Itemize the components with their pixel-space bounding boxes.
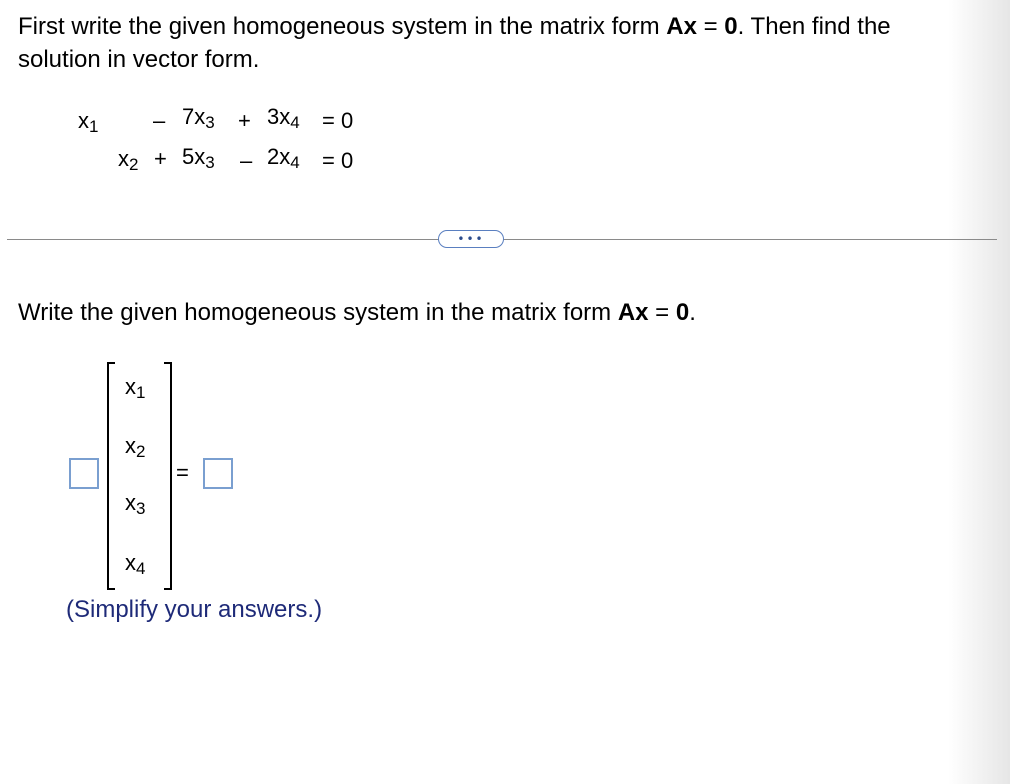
eq2-minus: – — [240, 148, 253, 173]
eq1-rhs: = 0 — [322, 108, 354, 133]
right-edge-shade — [948, 0, 1010, 784]
vector-entry-x3: $x_3$ — [125, 490, 146, 518]
eq1-term-x3: $7x_3$ — [182, 104, 215, 132]
result-vector-input[interactable] — [203, 458, 233, 489]
subquestion-prompt: Write the given homogeneous system in the matrix form Ax = 0. — [18, 299, 696, 326]
vector-entry-x4: $x_4$ — [125, 550, 146, 578]
eq2-term-x4: $2x_4$ — [267, 144, 300, 172]
vector-entry-x2: $x_2$ — [125, 433, 146, 461]
eq1-plus: + — [238, 108, 251, 133]
matrix-A-input[interactable] — [69, 458, 99, 489]
eq2-x2: $x_2$ — [118, 146, 139, 174]
vector-entry-x1: $x_1$ — [125, 374, 146, 402]
eq1-x1: $x_1$ — [78, 108, 99, 136]
vector-bracket-left — [107, 362, 115, 590]
eq2-term-x3: $5x_3$ — [182, 144, 215, 172]
vector-bracket-right — [164, 362, 172, 590]
simplify-hint: (Simplify your answers.) — [66, 596, 323, 623]
eq1-minus: – — [153, 108, 166, 133]
eq2-rhs: = 0 — [322, 148, 354, 173]
expand-more-button[interactable]: ••• — [438, 230, 504, 248]
equals-sign: = — [176, 460, 189, 485]
eq1-term-x4: $3x_4$ — [267, 104, 300, 132]
eq2-plus: + — [154, 146, 167, 171]
question-intro: First write the given homogeneous system in the matrix form Ax = 0. Then find the solution in vector form. — [18, 13, 891, 73]
